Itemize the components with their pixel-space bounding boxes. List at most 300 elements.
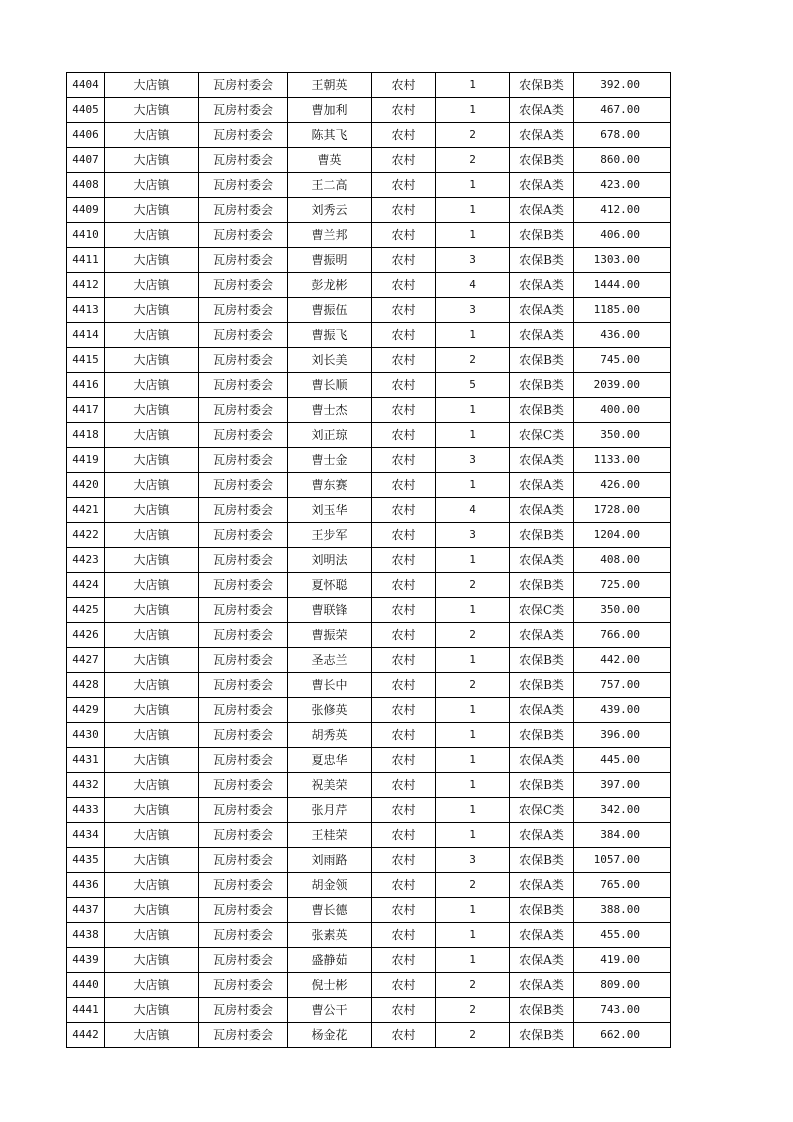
cell-household-count: 1 [436, 198, 510, 223]
cell-serial-number: 4425 [67, 598, 105, 623]
cell-serial-number: 4410 [67, 223, 105, 248]
cell-household-count: 1 [436, 173, 510, 198]
cell-town: 大店镇 [105, 673, 199, 698]
table-row [67, 473, 671, 498]
cell-insurance-category: 农保C类 [510, 598, 574, 623]
cell-insurance-category: 农保B类 [510, 1023, 574, 1048]
cell-household-count: 1 [436, 798, 510, 823]
cell-town: 大店镇 [105, 848, 199, 873]
cell-serial-number: 4442 [67, 1023, 105, 1048]
cell-insurance-category: 农保B类 [510, 898, 574, 923]
cell-area-type: 农村 [372, 473, 436, 498]
cell-village-committee: 瓦房村委会 [199, 1023, 288, 1048]
cell-area-type: 农村 [372, 423, 436, 448]
cell-amount: 412.00 [574, 198, 671, 223]
cell-amount: 419.00 [574, 948, 671, 973]
table-row [67, 548, 671, 573]
cell-insurance-category: 农保B类 [510, 523, 574, 548]
cell-amount: 1444.00 [574, 273, 671, 298]
cell-serial-number: 4422 [67, 523, 105, 548]
table-row [67, 498, 671, 523]
cell-serial-number: 4421 [67, 498, 105, 523]
cell-town: 大店镇 [105, 423, 199, 448]
cell-household-count: 1 [436, 648, 510, 673]
cell-serial-number: 4423 [67, 548, 105, 573]
cell-amount: 439.00 [574, 698, 671, 723]
cell-person-name: 彭龙彬 [288, 273, 372, 298]
cell-household-count: 1 [436, 773, 510, 798]
cell-insurance-category: 农保A类 [510, 548, 574, 573]
cell-amount: 743.00 [574, 998, 671, 1023]
cell-town: 大店镇 [105, 473, 199, 498]
cell-area-type: 农村 [372, 698, 436, 723]
cell-village-committee: 瓦房村委会 [199, 923, 288, 948]
cell-town: 大店镇 [105, 498, 199, 523]
table-row [67, 923, 671, 948]
cell-village-committee: 瓦房村委会 [199, 648, 288, 673]
cell-village-committee: 瓦房村委会 [199, 348, 288, 373]
cell-serial-number: 4434 [67, 823, 105, 848]
cell-amount: 350.00 [574, 598, 671, 623]
cell-person-name: 曹兰邦 [288, 223, 372, 248]
cell-area-type: 农村 [372, 348, 436, 373]
cell-serial-number: 4414 [67, 323, 105, 348]
cell-insurance-category: 农保B类 [510, 848, 574, 873]
cell-serial-number: 4407 [67, 148, 105, 173]
cell-village-committee: 瓦房村委会 [199, 623, 288, 648]
cell-household-count: 1 [436, 473, 510, 498]
cell-household-count: 1 [436, 73, 510, 98]
cell-serial-number: 4411 [67, 248, 105, 273]
cell-serial-number: 4426 [67, 623, 105, 648]
cell-person-name: 曹东赛 [288, 473, 372, 498]
cell-serial-number: 4428 [67, 673, 105, 698]
cell-insurance-category: 农保B类 [510, 648, 574, 673]
cell-area-type: 农村 [372, 523, 436, 548]
cell-town: 大店镇 [105, 948, 199, 973]
table-row [67, 373, 671, 398]
table-row [67, 98, 671, 123]
cell-serial-number: 4404 [67, 73, 105, 98]
cell-area-type: 农村 [372, 498, 436, 523]
table-row [67, 673, 671, 698]
cell-person-name: 曹士金 [288, 448, 372, 473]
cell-household-count: 4 [436, 498, 510, 523]
cell-insurance-category: 农保B类 [510, 723, 574, 748]
cell-person-name: 祝美荣 [288, 773, 372, 798]
cell-town: 大店镇 [105, 973, 199, 998]
cell-serial-number: 4416 [67, 373, 105, 398]
cell-town: 大店镇 [105, 373, 199, 398]
cell-amount: 1133.00 [574, 448, 671, 473]
cell-household-count: 2 [436, 573, 510, 598]
cell-town: 大店镇 [105, 748, 199, 773]
cell-area-type: 农村 [372, 398, 436, 423]
cell-amount: 384.00 [574, 823, 671, 848]
cell-insurance-category: 农保A类 [510, 823, 574, 848]
cell-amount: 423.00 [574, 173, 671, 198]
cell-amount: 408.00 [574, 548, 671, 573]
cell-town: 大店镇 [105, 223, 199, 248]
cell-amount: 1303.00 [574, 248, 671, 273]
cell-town: 大店镇 [105, 923, 199, 948]
cell-town: 大店镇 [105, 273, 199, 298]
cell-insurance-category: 农保A类 [510, 448, 574, 473]
cell-village-committee: 瓦房村委会 [199, 173, 288, 198]
cell-area-type: 农村 [372, 598, 436, 623]
cell-village-committee: 瓦房村委会 [199, 323, 288, 348]
cell-insurance-category: 农保C类 [510, 798, 574, 823]
cell-person-name: 曹振荣 [288, 623, 372, 648]
cell-household-count: 3 [436, 298, 510, 323]
table-row [67, 648, 671, 673]
cell-person-name: 曹振飞 [288, 323, 372, 348]
table-row [67, 148, 671, 173]
table-row [67, 698, 671, 723]
cell-town: 大店镇 [105, 623, 199, 648]
cell-insurance-category: 农保B类 [510, 373, 574, 398]
cell-person-name: 张修英 [288, 698, 372, 723]
cell-serial-number: 4419 [67, 448, 105, 473]
cell-serial-number: 4417 [67, 398, 105, 423]
cell-insurance-category: 农保A类 [510, 623, 574, 648]
table-row [67, 298, 671, 323]
cell-amount: 388.00 [574, 898, 671, 923]
table-row [67, 323, 671, 348]
table-row [67, 448, 671, 473]
cell-village-committee: 瓦房村委会 [199, 298, 288, 323]
cell-person-name: 刘秀云 [288, 198, 372, 223]
cell-insurance-category: 农保A类 [510, 973, 574, 998]
cell-area-type: 农村 [372, 1023, 436, 1048]
cell-insurance-category: 农保A类 [510, 98, 574, 123]
cell-household-count: 2 [436, 973, 510, 998]
cell-area-type: 农村 [372, 898, 436, 923]
cell-town: 大店镇 [105, 348, 199, 373]
cell-amount: 678.00 [574, 123, 671, 148]
cell-village-committee: 瓦房村委会 [199, 673, 288, 698]
cell-person-name: 圣志兰 [288, 648, 372, 673]
cell-insurance-category: 农保C类 [510, 423, 574, 448]
table-row [67, 173, 671, 198]
cell-area-type: 农村 [372, 198, 436, 223]
cell-town: 大店镇 [105, 248, 199, 273]
table-row [67, 848, 671, 873]
table-body [67, 73, 671, 1048]
table-row [67, 948, 671, 973]
table-row [67, 73, 671, 98]
table-row [67, 523, 671, 548]
cell-serial-number: 4427 [67, 648, 105, 673]
cell-household-count: 2 [436, 673, 510, 698]
cell-amount: 757.00 [574, 673, 671, 698]
cell-insurance-category: 农保B类 [510, 73, 574, 98]
cell-area-type: 农村 [372, 973, 436, 998]
cell-household-count: 2 [436, 623, 510, 648]
cell-amount: 2039.00 [574, 373, 671, 398]
cell-amount: 436.00 [574, 323, 671, 348]
cell-household-count: 3 [436, 848, 510, 873]
table-row [67, 248, 671, 273]
cell-village-committee: 瓦房村委会 [199, 773, 288, 798]
cell-amount: 406.00 [574, 223, 671, 248]
cell-village-committee: 瓦房村委会 [199, 548, 288, 573]
cell-village-committee: 瓦房村委会 [199, 73, 288, 98]
cell-household-count: 1 [436, 423, 510, 448]
cell-amount: 766.00 [574, 623, 671, 648]
table-row [67, 1023, 671, 1048]
cell-village-committee: 瓦房村委会 [199, 398, 288, 423]
cell-town: 大店镇 [105, 598, 199, 623]
cell-area-type: 农村 [372, 573, 436, 598]
cell-area-type: 农村 [372, 623, 436, 648]
cell-insurance-category: 农保B类 [510, 573, 574, 598]
cell-insurance-category: 农保A类 [510, 173, 574, 198]
cell-village-committee: 瓦房村委会 [199, 423, 288, 448]
cell-village-committee: 瓦房村委会 [199, 748, 288, 773]
cell-village-committee: 瓦房村委会 [199, 223, 288, 248]
cell-town: 大店镇 [105, 998, 199, 1023]
cell-household-count: 1 [436, 748, 510, 773]
cell-person-name: 曹长顺 [288, 373, 372, 398]
table-row [67, 748, 671, 773]
table-row [67, 723, 671, 748]
cell-person-name: 倪士彬 [288, 973, 372, 998]
cell-amount: 860.00 [574, 148, 671, 173]
table-row [67, 598, 671, 623]
cell-amount: 1728.00 [574, 498, 671, 523]
cell-household-count: 1 [436, 548, 510, 573]
cell-area-type: 农村 [372, 323, 436, 348]
cell-town: 大店镇 [105, 98, 199, 123]
cell-household-count: 2 [436, 873, 510, 898]
cell-person-name: 王二高 [288, 173, 372, 198]
cell-town: 大店镇 [105, 798, 199, 823]
cell-village-committee: 瓦房村委会 [199, 898, 288, 923]
cell-person-name: 张月芹 [288, 798, 372, 823]
cell-area-type: 农村 [372, 98, 436, 123]
cell-area-type: 农村 [372, 998, 436, 1023]
cell-village-committee: 瓦房村委会 [199, 248, 288, 273]
cell-village-committee: 瓦房村委会 [199, 798, 288, 823]
cell-household-count: 1 [436, 223, 510, 248]
cell-person-name: 夏怀聪 [288, 573, 372, 598]
table-row [67, 348, 671, 373]
table-row [67, 223, 671, 248]
cell-insurance-category: 农保A类 [510, 123, 574, 148]
cell-serial-number: 4420 [67, 473, 105, 498]
cell-household-count: 1 [436, 823, 510, 848]
cell-town: 大店镇 [105, 523, 199, 548]
cell-amount: 1204.00 [574, 523, 671, 548]
cell-town: 大店镇 [105, 398, 199, 423]
cell-household-count: 1 [436, 323, 510, 348]
cell-amount: 397.00 [574, 773, 671, 798]
cell-village-committee: 瓦房村委会 [199, 848, 288, 873]
table-row [67, 123, 671, 148]
cell-area-type: 农村 [372, 173, 436, 198]
cell-town: 大店镇 [105, 698, 199, 723]
cell-amount: 350.00 [574, 423, 671, 448]
cell-insurance-category: 农保B类 [510, 148, 574, 173]
cell-area-type: 农村 [372, 948, 436, 973]
cell-village-committee: 瓦房村委会 [199, 148, 288, 173]
cell-person-name: 曹士杰 [288, 398, 372, 423]
table-row [67, 823, 671, 848]
cell-area-type: 农村 [372, 448, 436, 473]
cell-serial-number: 4435 [67, 848, 105, 873]
cell-village-committee: 瓦房村委会 [199, 973, 288, 998]
cell-town: 大店镇 [105, 148, 199, 173]
cell-village-committee: 瓦房村委会 [199, 948, 288, 973]
cell-village-committee: 瓦房村委会 [199, 198, 288, 223]
cell-town: 大店镇 [105, 823, 199, 848]
cell-serial-number: 4418 [67, 423, 105, 448]
cell-serial-number: 4408 [67, 173, 105, 198]
cell-person-name: 胡金领 [288, 873, 372, 898]
cell-household-count: 1 [436, 398, 510, 423]
cell-town: 大店镇 [105, 573, 199, 598]
cell-household-count: 1 [436, 948, 510, 973]
cell-area-type: 农村 [372, 123, 436, 148]
table-row [67, 398, 671, 423]
cell-serial-number: 4424 [67, 573, 105, 598]
cell-town: 大店镇 [105, 723, 199, 748]
table-row [67, 573, 671, 598]
cell-area-type: 农村 [372, 923, 436, 948]
cell-insurance-category: 农保B类 [510, 398, 574, 423]
cell-amount: 342.00 [574, 798, 671, 823]
cell-insurance-category: 农保B类 [510, 348, 574, 373]
cell-amount: 445.00 [574, 748, 671, 773]
cell-amount: 467.00 [574, 98, 671, 123]
cell-person-name: 杨金花 [288, 1023, 372, 1048]
cell-person-name: 曹长中 [288, 673, 372, 698]
cell-insurance-category: 农保A类 [510, 948, 574, 973]
cell-amount: 426.00 [574, 473, 671, 498]
table-row [67, 198, 671, 223]
cell-person-name: 曹加利 [288, 98, 372, 123]
cell-person-name: 曹长德 [288, 898, 372, 923]
cell-household-count: 2 [436, 348, 510, 373]
cell-area-type: 农村 [372, 798, 436, 823]
cell-household-count: 1 [436, 723, 510, 748]
cell-insurance-category: 农保B类 [510, 248, 574, 273]
cell-village-committee: 瓦房村委会 [199, 598, 288, 623]
cell-household-count: 1 [436, 898, 510, 923]
table-row [67, 423, 671, 448]
cell-amount: 745.00 [574, 348, 671, 373]
cell-person-name: 曹联锋 [288, 598, 372, 623]
cell-person-name: 曹公干 [288, 998, 372, 1023]
cell-village-committee: 瓦房村委会 [199, 498, 288, 523]
cell-household-count: 1 [436, 598, 510, 623]
cell-village-committee: 瓦房村委会 [199, 523, 288, 548]
table-row [67, 773, 671, 798]
cell-household-count: 4 [436, 273, 510, 298]
cell-insurance-category: 农保A类 [510, 273, 574, 298]
cell-town: 大店镇 [105, 123, 199, 148]
cell-village-committee: 瓦房村委会 [199, 373, 288, 398]
cell-amount: 725.00 [574, 573, 671, 598]
cell-town: 大店镇 [105, 648, 199, 673]
cell-household-count: 2 [436, 998, 510, 1023]
cell-serial-number: 4431 [67, 748, 105, 773]
cell-amount: 1185.00 [574, 298, 671, 323]
cell-village-committee: 瓦房村委会 [199, 98, 288, 123]
cell-village-committee: 瓦房村委会 [199, 698, 288, 723]
cell-insurance-category: 农保A类 [510, 198, 574, 223]
cell-serial-number: 4432 [67, 773, 105, 798]
cell-area-type: 农村 [372, 748, 436, 773]
cell-insurance-category: 农保A类 [510, 323, 574, 348]
cell-town: 大店镇 [105, 173, 199, 198]
cell-village-committee: 瓦房村委会 [199, 823, 288, 848]
cell-area-type: 农村 [372, 723, 436, 748]
cell-amount: 396.00 [574, 723, 671, 748]
cell-area-type: 农村 [372, 823, 436, 848]
cell-area-type: 农村 [372, 298, 436, 323]
cell-town: 大店镇 [105, 323, 199, 348]
cell-town: 大店镇 [105, 298, 199, 323]
cell-person-name: 夏忠华 [288, 748, 372, 773]
cell-town: 大店镇 [105, 1023, 199, 1048]
cell-town: 大店镇 [105, 448, 199, 473]
cell-village-committee: 瓦房村委会 [199, 473, 288, 498]
cell-town: 大店镇 [105, 548, 199, 573]
cell-village-committee: 瓦房村委会 [199, 448, 288, 473]
cell-insurance-category: 农保A类 [510, 473, 574, 498]
cell-serial-number: 4429 [67, 698, 105, 723]
cell-household-count: 1 [436, 98, 510, 123]
cell-insurance-category: 农保A类 [510, 923, 574, 948]
cell-person-name: 盛静茹 [288, 948, 372, 973]
cell-person-name: 刘明法 [288, 548, 372, 573]
cell-household-count: 2 [436, 148, 510, 173]
cell-area-type: 农村 [372, 248, 436, 273]
cell-town: 大店镇 [105, 773, 199, 798]
cell-town: 大店镇 [105, 898, 199, 923]
cell-serial-number: 4415 [67, 348, 105, 373]
cell-serial-number: 4409 [67, 198, 105, 223]
cell-amount: 662.00 [574, 1023, 671, 1048]
cell-person-name: 王朝英 [288, 73, 372, 98]
cell-serial-number: 4440 [67, 973, 105, 998]
cell-insurance-category: 农保B类 [510, 673, 574, 698]
cell-person-name: 胡秀英 [288, 723, 372, 748]
cell-area-type: 农村 [372, 148, 436, 173]
cell-amount: 1057.00 [574, 848, 671, 873]
cell-area-type: 农村 [372, 73, 436, 98]
cell-amount: 392.00 [574, 73, 671, 98]
cell-serial-number: 4441 [67, 998, 105, 1023]
table-row [67, 873, 671, 898]
cell-serial-number: 4430 [67, 723, 105, 748]
cell-serial-number: 4433 [67, 798, 105, 823]
cell-area-type: 农村 [372, 773, 436, 798]
cell-insurance-category: 农保B类 [510, 998, 574, 1023]
cell-town: 大店镇 [105, 198, 199, 223]
table-row [67, 273, 671, 298]
cell-serial-number: 4437 [67, 898, 105, 923]
cell-household-count: 2 [436, 1023, 510, 1048]
cell-household-count: 5 [436, 373, 510, 398]
cell-village-committee: 瓦房村委会 [199, 873, 288, 898]
cell-village-committee: 瓦房村委会 [199, 998, 288, 1023]
cell-area-type: 农村 [372, 548, 436, 573]
cell-person-name: 曹振明 [288, 248, 372, 273]
cell-serial-number: 4405 [67, 98, 105, 123]
